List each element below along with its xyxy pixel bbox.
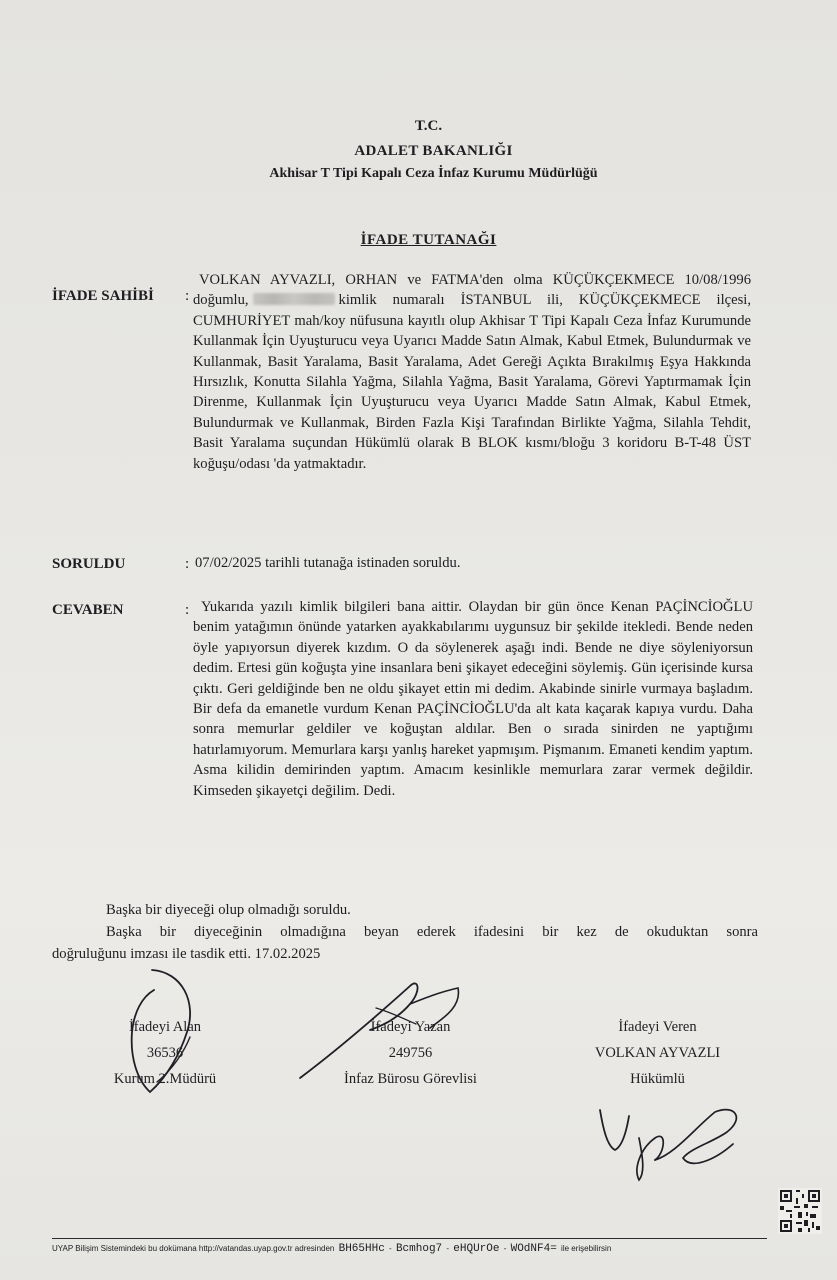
footer-text: UYAP Bilişim Sistemindeki bu dokümana http://vatandas.uyap.gov.tr adresinden: [52, 1244, 335, 1253]
header-ministry: ADALET BAKANLIĞI: [354, 143, 513, 159]
signature-id: 249756: [388, 1045, 433, 1061]
ifade-sahibi-text: [193, 270, 751, 474]
footer-code-1: BH65HHc: [338, 1243, 385, 1255]
soruldu-label: SORULDU: [52, 556, 126, 572]
ifade-sahibi-label: İFADE SAHİBİ: [52, 288, 154, 304]
uyap-footer: UYAP Bilişim Sistemindeki bu dokümana http://vatandas.uyap.gov.tr adresinden BH65HHc - Bcmhog7 - eHQUrOe - WOdNF4= ile erişebilirsin: [52, 1238, 767, 1255]
cevaben-label: CEVABEN: [52, 602, 124, 618]
document-title: [0, 232, 837, 249]
signature-block-giver: [560, 1014, 755, 1092]
signature-role: İfadeyi Alan: [128, 1019, 202, 1035]
signature-title: Kurum 2.Müdürü: [113, 1071, 217, 1087]
signature-id: VOLKAN AYVAZLI: [594, 1045, 721, 1061]
footer-code-4: WOdNF4=: [510, 1243, 557, 1255]
header-institution: Akhisar T Tipi Kapalı Ceza İnfaz Kurumu Müdürlüğü: [269, 166, 598, 181]
redacted-id-number: [253, 293, 335, 305]
handwritten-signature-3: [595, 1098, 775, 1188]
document-title-text: İFADE TUTANAĞI: [360, 232, 497, 248]
closing-line-2b: doğruluğunu imzası ile tasdik etti. 17.02.2025: [52, 946, 321, 962]
cevaben-text: Yukarıda yazılı kimlik bilgileri bana aittir. Olaydan bir gün önce Kenan PAÇİNCİOĞLU benim yatağımın önünde yatarken ayakkabılarımı uygunsuz bir şekilde itekledi. Bende neden öyle yapıyorsun diyerek kızdım. O da söylenerek aşağı indi. Bende ne diye söyleniyorsun dedim. Ertesi gün koğuşta yine insanlara beni şikayet edeceğini söylemiş. Gün içerisinde kursa çıktı. Geri geldiğinde ben ne oldu şikayet ettin mi dedim. Akabinde sinirle vurmaya başladım. Bir defa da emanetle vurdum Kenan PAÇİNCİOĞLU'da alt kata kaçarak kapıya vurdu. Daha sonra memurlar geldiler ve koğuştan aldılar. Ben o sırada sinirden ne yaptığımı hatırlamıyorum. Memurlara karşı yanlış hareket yapmışım. Pişmanım. Emaneti kendim yaptım. Asma kilidin demirinden yaptım. Amacım kesinlikle memurlara zarar vermek değildir. Kimseden şikayetçi değilim. Dedi.: [193, 599, 753, 799]
handwritten-signature-1: [112, 962, 232, 1102]
signature-role: İfadeyi Yazan: [370, 1019, 451, 1035]
document-header: [0, 118, 837, 182]
identity-text-start: VOLKAN AYVAZLI, ORHAN ve FATMA'den olma KÜÇÜKÇEKMECE 10/08/1996 doğumlu,: [193, 272, 751, 309]
footer-suffix: ile erişebilirsin: [561, 1244, 612, 1253]
qr-code-icon: [778, 1188, 822, 1234]
cevaben-colon: :: [185, 602, 190, 618]
footer-code-2: Bcmhog7: [395, 1243, 443, 1255]
handwritten-signature-2: [290, 968, 490, 1086]
ifade-sahibi-colon: :: [185, 288, 190, 304]
soruldu-text: 07/02/2025 tarihli tutanağa istinaden soruldu.: [195, 555, 461, 571]
signature-title: Hükümlü: [630, 1071, 685, 1087]
soruldu-colon: :: [185, 556, 190, 572]
footer-code-3: eHQUrOe: [453, 1243, 500, 1255]
signature-role: İfadeyi Veren: [618, 1019, 697, 1035]
closing-line-1: Başka bir diyeceği olup olmadığı soruldu.: [106, 902, 351, 918]
signature-title: İnfaz Bürosu Görevlisi: [344, 1071, 477, 1087]
closing-line-2a: Başka bir diyeceğinin olmadığına beyan ederek ifadesini bir kez de okuduktan sonra: [106, 924, 758, 940]
header-tc: T.C.: [414, 118, 443, 134]
signature-id: 36536: [146, 1045, 184, 1061]
identity-text-rest: kimlik numaralı İSTANBUL ili, KÜÇÜKÇEKMECE ilçesi, CUMHURİYET mah/koy nüfusuna kayıtlı olup Akhisar T Tipi Kapalı Ceza İnfaz Kurumunde Kullanmak İçin Uyuşturucu veya Uyarıcı Madde Satın Almak, Kabul Etmek, Bulundurmak ve Kullanmak, Basit Yaralama, Basit Yaralama, Adet Gereği Açıkta Bırakılmış Eşya Hakkında Hırsızlık, Konutta Silahla Yağma, Silahla Yağma, Basit Yaralama, Görevi Yaptırmamak İçin Direnme, Kullanmak İçin Uyuşturucu veya Uyarıcı Madde Satın Almak, Kabul Etmek, Bulundurmak ve Kullanmak, Birden Fazla Kişi Tarafından Birlikte Yağma, Silahla Tehdit, Basit Yaralama suçundan Hükümlü olarak B BLOK kısmı/bloğu 3 koridoru B-T-48 ÜST koğuşu/odası 'da yatmaktadır.: [193, 292, 751, 472]
